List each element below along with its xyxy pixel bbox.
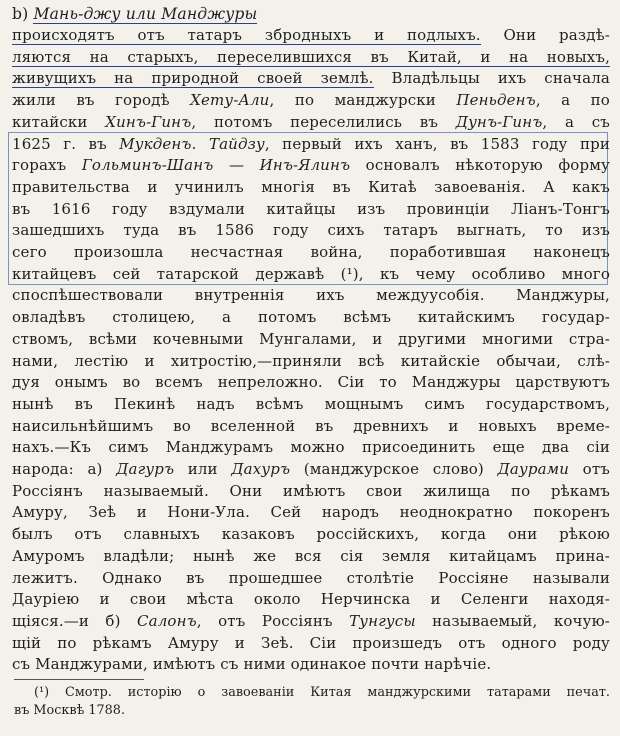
text-run: , по манджурски: [269, 91, 457, 110]
text-line: [12, 154, 610, 176]
text-line: [12, 371, 610, 393]
text-line: [12, 480, 610, 502]
text-line: [12, 350, 610, 372]
italic-name: Дагуръ: [116, 460, 175, 478]
italic-name: Тунгусы: [349, 611, 416, 630]
text-run: 1625 г. въ: [12, 134, 120, 153]
text-line: [12, 545, 610, 567]
footnote-rule: [14, 679, 144, 680]
text-line: [12, 24, 610, 46]
text-run: щіяся.—и б): [12, 611, 138, 630]
text-run: основалъ нѣкоторую форму: [350, 156, 610, 175]
text-line: [12, 111, 610, 133]
text-line: [12, 567, 610, 589]
text-run: , а по: [535, 91, 610, 110]
text-run: Россіянъ называемый. Они имѣютъ свои жилища по рѣкамъ: [12, 481, 610, 500]
text-run: отъ: [569, 460, 610, 478]
text-line: [12, 632, 610, 654]
text-run: Они раздѣ-: [480, 26, 610, 44]
italic-name: Салонъ: [137, 611, 197, 630]
text-line: [12, 284, 610, 306]
text-line: [12, 653, 610, 675]
text-line: [12, 263, 610, 285]
text-run: зашедшихъ туда въ 1586 году сихъ татаръ выгнать, то изъ: [12, 221, 610, 240]
italic-name: Тайдзу: [208, 134, 265, 153]
text-line: [12, 610, 610, 632]
text-line: [12, 133, 610, 155]
text-run: или: [174, 460, 232, 478]
text-run: нынѣ въ Пекинѣ надъ всѣмъ мощнымъ симъ государствомъ,: [12, 394, 610, 413]
text-line: [12, 588, 610, 610]
text-line: [12, 523, 610, 545]
text-run: въ 1616 году вздумали китайцы изъ провинціи Ліанъ-Тонгъ: [12, 199, 610, 218]
text-run: (манджурское слово): [290, 460, 498, 478]
text-run: Манджуры,: [484, 286, 610, 305]
footnote-line: въ Москвѣ 1788.: [14, 703, 126, 718]
italic-name: Даурами: [497, 460, 570, 478]
text-line: [12, 219, 610, 241]
text-run: нахъ.—Къ симъ Манджурамъ можно присоединить еще два сіи: [12, 438, 610, 457]
italic-name: Пеньденъ: [456, 91, 536, 110]
text-run: китайски: [12, 112, 106, 131]
text-run: сего произошла несчастная война, поработившая наконецъ: [12, 243, 610, 261]
section-title: Мань-джу или Манджуры: [33, 5, 258, 23]
text-run: Амуру, Зеѣ и Нони-Ула. Сей народъ неоднократно покоренъ: [12, 503, 610, 522]
text-run: , а съ: [542, 112, 610, 131]
text-run: , первый ихъ ханъ, въ 1583 году при: [264, 134, 610, 153]
italic-name: Дунъ-Гинъ: [455, 112, 543, 131]
text-line: [12, 393, 610, 415]
text-line: [12, 328, 610, 350]
text-run: , отъ Россіянъ: [196, 611, 350, 630]
text-run: китайцевъ сей татарской державѣ (¹), къ чему особливо много: [12, 264, 610, 283]
section-heading: [12, 2, 610, 26]
italic-name: Хету-Али: [190, 91, 270, 110]
text-line: [12, 241, 610, 263]
text-run: народа: а): [12, 460, 117, 478]
text-run: правительства и учинилъ многія въ Китаѣ завоеванія. А какъ: [12, 177, 610, 196]
text-run: щій по рѣкамъ Амуру и Зеѣ. Сіи произшедъ отъ одного роду: [12, 633, 610, 652]
italic-name: Дахуръ: [231, 460, 291, 478]
text-line: [12, 89, 610, 111]
text-run: наисильнѣйшимъ во вселенной въ древнихъ и новыхъ време-: [12, 416, 610, 435]
text-line: [12, 436, 610, 458]
text-line: [12, 67, 610, 89]
text-run: Владѣльцы ихъ сначала: [373, 69, 610, 88]
text-run: .: [191, 134, 209, 153]
text-run: ляются на старыхъ, переселившихся въ Китай, и на новыхъ,: [12, 47, 610, 66]
italic-name: Гольминъ-Шанъ — Инъ-Ялинъ: [81, 156, 351, 175]
text-run: горахъ: [12, 156, 82, 175]
text-run: нами, лестію и хитростію,—приняли всѣ китайскіе обычаи, слѣ-: [12, 351, 610, 370]
text-run: былъ отъ славныхъ казаковъ россійскихъ, когда они рѣкою: [12, 525, 610, 544]
italic-name: Хинъ-Гинъ: [105, 112, 192, 131]
text-line: [12, 46, 610, 68]
text-line: [12, 458, 610, 480]
text-run: называемый, кочую-: [415, 611, 610, 630]
text-run: дуя онымъ во всемъ непреложно. Сіи то Манджуры царствуютъ: [12, 373, 610, 392]
text-run: ствомъ, всѣми кочевными Мунгалами, и другими многими стра-: [12, 329, 610, 348]
text-line: [12, 306, 610, 328]
text-run: споспѣшествовали внутреннія ихъ междуусобія.: [12, 286, 485, 305]
text-run: лежитъ. Однако въ прошедшее столѣтіе Россіяне называли: [12, 568, 610, 587]
text-run: Амуромъ владѣли; нынѣ же вся сія земля китайцамъ прина-: [12, 546, 610, 565]
text-line: [12, 415, 610, 437]
footnote-line: (¹) Смотр. исторію о завоеваніи Китая манджурскими татарами печат.: [34, 685, 610, 700]
italic-name: Мукденъ: [119, 134, 192, 153]
text-line: [12, 501, 610, 523]
text-run: живущихъ на природной своей землѣ.: [12, 69, 374, 88]
text-run: Дауріею и свои мѣста около Нерчинска и Селенги находя-: [12, 590, 610, 609]
text-run: , потомъ переселились въ: [191, 112, 456, 131]
text-run: жили въ городѣ: [12, 91, 191, 110]
text-run: происходятъ отъ татаръ збродныхъ и подлыхъ.: [12, 26, 481, 44]
text-run: овладѣвъ столицею, а потомъ всѣмъ китайскимъ государ-: [12, 308, 610, 327]
section-label: b): [12, 5, 29, 23]
text-line: [12, 198, 610, 220]
text-line: [12, 176, 610, 198]
text-run: съ Манджурами, имѣютъ съ ними одинакое почти нарѣчіе.: [12, 655, 492, 674]
